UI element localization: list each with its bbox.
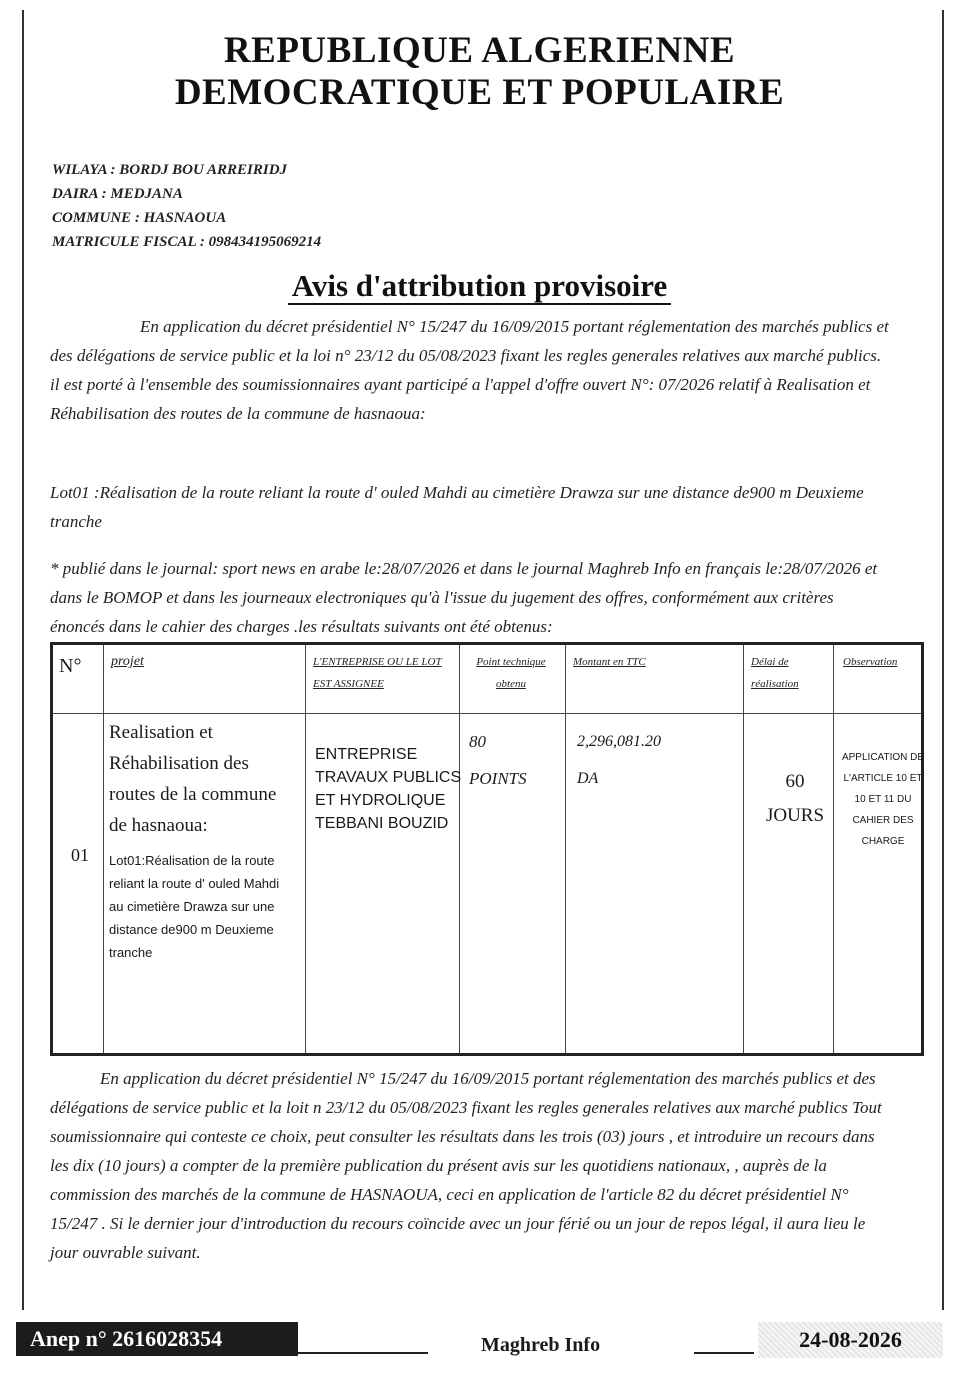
cell-delai-value: 60 xyxy=(785,771,805,792)
header-title-line2: DEMOCRATIQUE ET POPULAIRE xyxy=(174,72,785,113)
daira-line: DAIRA : MEDJANA xyxy=(52,186,183,202)
recours-paragraph xyxy=(50,1064,890,1267)
commune-line: COMMUNE : HASNAOUA xyxy=(52,210,227,226)
cell-entreprise: ENTREPRISE TRAVAUX PUBLICS ET HYDROLIQUE TEBBANI BOUZID xyxy=(315,746,462,832)
table-column-divider xyxy=(103,645,104,1053)
footer-rule xyxy=(298,1352,428,1354)
intro-paragraph xyxy=(50,312,890,428)
cell-projet-title: Realisation et Réhabilisation des routes de la commune de hasnaoua: xyxy=(109,722,277,836)
header-no: N° xyxy=(59,655,82,677)
header-title-line1: REPUBLIQUE ALGERIENNE xyxy=(223,30,736,71)
table-column-divider xyxy=(743,645,744,1053)
header-points: Point technique obtenu xyxy=(476,656,546,690)
header-montant: Montant en TTC xyxy=(573,656,646,668)
table-column-divider xyxy=(833,645,834,1053)
table-header-divider xyxy=(53,713,921,714)
table-column-divider xyxy=(565,645,566,1053)
document-header xyxy=(0,30,959,114)
cell-delai-unit: JOURS xyxy=(765,805,825,826)
cell-montant-value: 2,296,081.20 xyxy=(577,733,661,750)
matricule-line: MATRICULE FISCAL : 098434195069214 xyxy=(52,234,322,250)
header-observation: Observation xyxy=(843,656,898,668)
anep-reference: Anep n° 2616028354 xyxy=(16,1322,298,1356)
newspaper-name: Maghreb Info xyxy=(481,1334,601,1356)
publication-date: 24-08-2026 xyxy=(758,1322,943,1358)
cell-points-value: 80 xyxy=(469,732,486,751)
cell-montant xyxy=(577,723,661,797)
cell-observation: APPLICATION DE L'ARTICLE 10 ET 10 ET 11 DU CAHIER DES CHARGE xyxy=(841,752,925,847)
footer-rule xyxy=(694,1352,754,1354)
cell-projet xyxy=(109,717,289,964)
wilaya-line: WILAYA : BORDJ BOU ARREIRIDJ xyxy=(52,162,288,178)
recours-text: En application du décret présidentiel N° 15/247 du 16/09/2015 portant réglementation des marchés publics et des délégations de service public et la loit n 23/12 du 05/08/2023 fixant les regles generales relatives aux marché publics Tout soumissionnaire qui conteste ce choix, peut consulter les résultats dans les trois (03) jours , et introduire un recours dans les dix (10 jours) a compter de la première publication du présent avis sur les quotidiens nationaux, , auprès de la commission des marchés de la commune de HASNAOUA, ceci en application de l'article 82 du décret présidentiel N° 15/247 . Si le dernier jour d'introduction du recours coïncide avec un jour férié ou un jour de repos légal, il aura lieu le jour ouvrable suivant. xyxy=(50,1069,882,1262)
table-column-divider xyxy=(305,645,306,1053)
cell-montant-unit: DA xyxy=(577,770,599,787)
header-entreprise: L'ENTREPRISE OU LE LOT EST ASSIGNEE xyxy=(313,656,442,690)
cell-delai xyxy=(755,765,835,833)
cell-points xyxy=(469,723,527,797)
publication-paragraph: * publié dans le journal: sport news en arabe le:28/07/2026 et dans le journal Maghreb Info en français le:28/07/2026 et dans le BOMOP et dans les journeaux electroniques qu'à l'issue du jugement des offres, conformément aux critères énoncés dans le cahier des charges .les résultats suivants ont été obtenus: xyxy=(50,559,878,636)
intro-text: En application du décret présidentiel N° 15/247 du 16/09/2015 portant réglementation des marchés publics et des délégations de service public et la loi n° 23/12 du 05/08/2023 fixant les regles generales relatives aux marché publics. il est porté à l'ensemble des soumissionnaires ayant participé a l'appel d'offre ouvert N°: 07/2026 relatif à Realisation et Réhabilisation des routes de la commune de hasnaoua: xyxy=(50,317,889,423)
header-projet: projet xyxy=(111,654,144,669)
notice-title xyxy=(0,268,959,304)
notice-title-text: Avis d'attribution provisoire xyxy=(288,268,671,305)
lot-paragraph: Lot01 :Réalisation de la route reliant la route d' ouled Mahdi au cimetière Drawza sur une distance de900 m Deuxieme tranche xyxy=(50,483,864,531)
cell-no: 01 xyxy=(71,845,89,865)
header-delai: Délai de réalisation xyxy=(751,656,799,690)
admin-info xyxy=(52,158,321,254)
cell-projet-lot: Lot01:Réalisation de la route reliant la route d' ouled Mahdi au cimetière Drawza sur une distance de900 m Deuxieme tranche xyxy=(109,853,280,960)
cell-points-unit: POINTS xyxy=(469,769,527,788)
footer xyxy=(16,1322,943,1362)
results-table xyxy=(50,642,924,1056)
table-column-divider xyxy=(459,645,460,1053)
